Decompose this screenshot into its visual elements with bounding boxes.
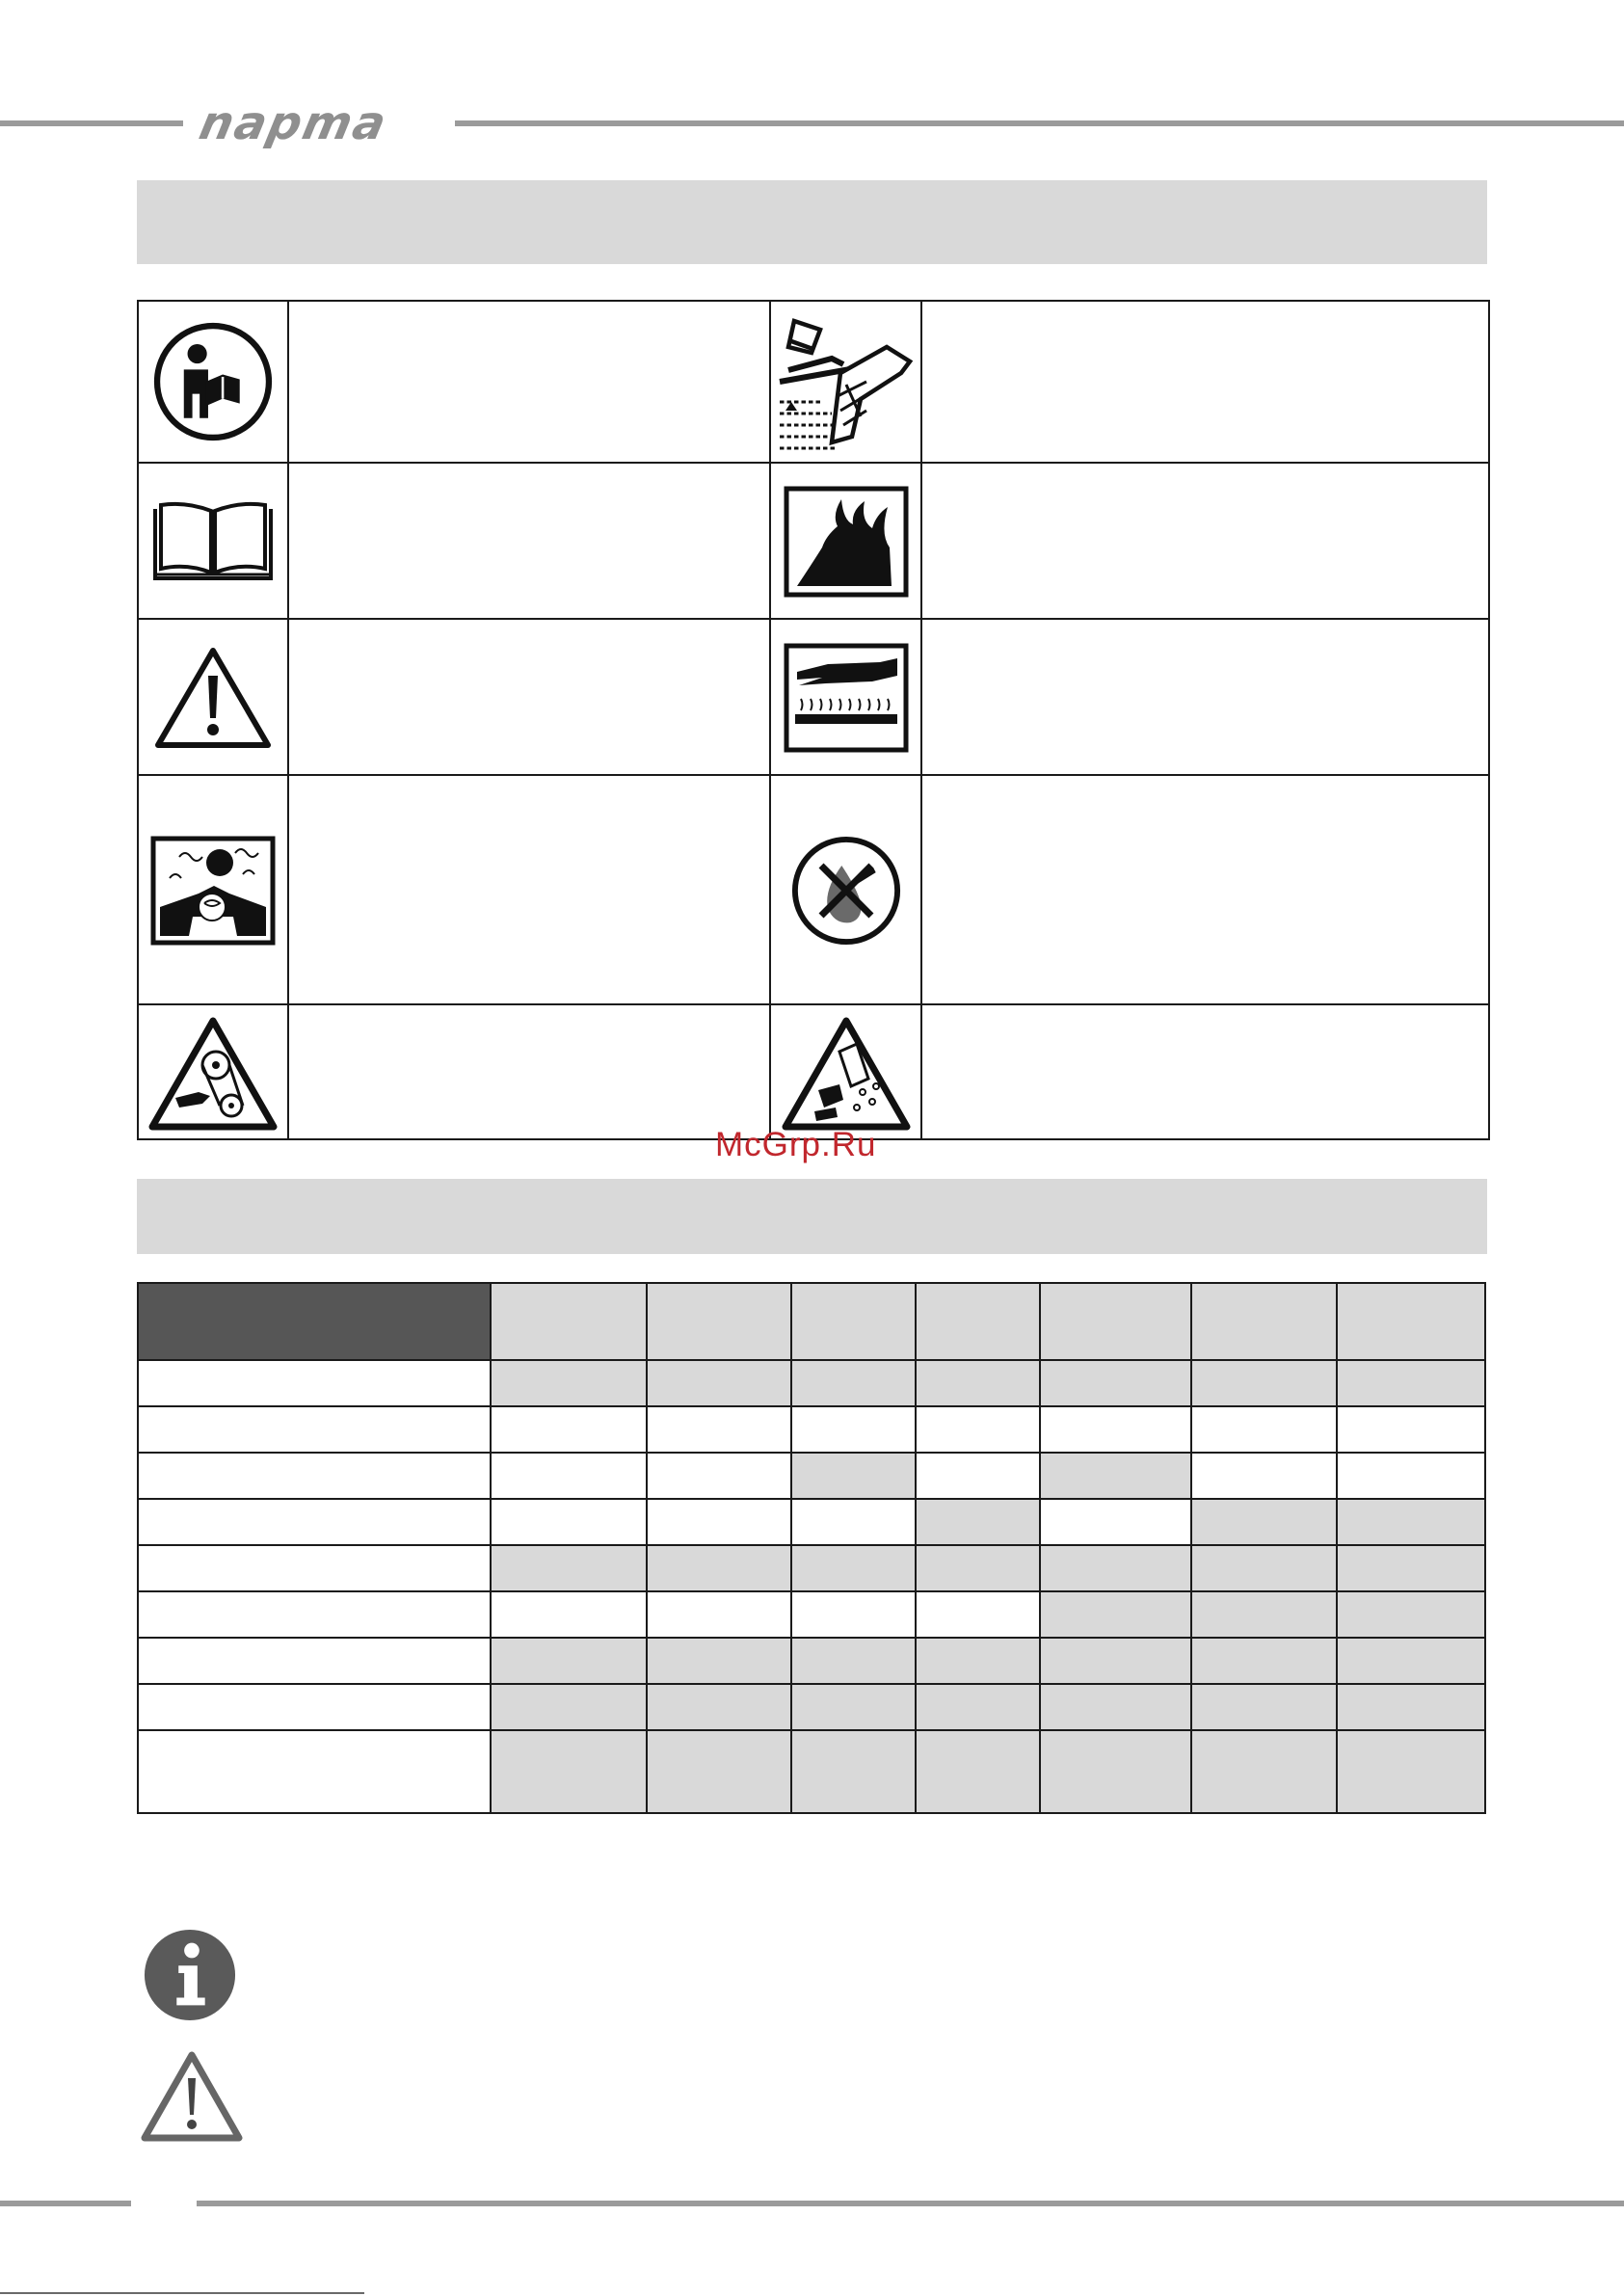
specs-cell (791, 1591, 916, 1638)
specs-header-row (138, 1283, 1485, 1360)
specs-cell (916, 1545, 1040, 1591)
symbol-text (289, 776, 769, 1005)
specs-cell (647, 1730, 791, 1813)
specs-cell (1337, 1406, 1485, 1453)
specs-cell (1337, 1453, 1485, 1499)
specs-cell (916, 1360, 1040, 1406)
specs-row (138, 1730, 1485, 1813)
specs-row (138, 1545, 1485, 1591)
symbol-row (139, 774, 1488, 1005)
specs-cell (647, 1360, 791, 1406)
warning-triangle-icon (139, 620, 287, 776)
info-circle-icon (143, 1928, 237, 2027)
symbol-text (922, 1005, 1488, 1142)
specs-header-cell (791, 1283, 916, 1360)
specs-cell (647, 1684, 791, 1730)
specs-cell (647, 1406, 791, 1453)
explosion-hazard-icon (771, 1005, 920, 1142)
specs-row-label (138, 1545, 491, 1591)
flammable-fire-icon (771, 464, 920, 620)
specs-row (138, 1684, 1485, 1730)
symbol-row (139, 1003, 1488, 1142)
specs-cell (1337, 1360, 1485, 1406)
symbol-text (289, 302, 769, 462)
header-line-right (455, 120, 1624, 126)
specs-header-cell (1040, 1283, 1191, 1360)
symbol-row (139, 618, 1488, 776)
section-heading-band-specs (137, 1179, 1487, 1254)
specs-row (138, 1638, 1485, 1684)
acid-corrosion-icon (771, 302, 920, 462)
header-line-left (0, 120, 183, 126)
specs-cell (916, 1406, 1040, 1453)
specs-row (138, 1499, 1485, 1545)
specs-row (138, 1360, 1485, 1406)
footer-line-left (0, 2201, 131, 2206)
specs-cell (1040, 1499, 1191, 1545)
specs-cell (791, 1638, 916, 1684)
symbol-text (289, 1005, 769, 1142)
safety-symbols-table (137, 300, 1490, 1140)
specs-cell (916, 1638, 1040, 1684)
specs-cell (1040, 1591, 1191, 1638)
specs-cell (1337, 1638, 1485, 1684)
specs-cell (1040, 1638, 1191, 1684)
specs-cell (647, 1453, 791, 1499)
watermark-text: McGrp.Ru (715, 1126, 877, 1163)
specs-cell (491, 1453, 647, 1499)
specs-row (138, 1591, 1485, 1638)
specs-cell (1040, 1684, 1191, 1730)
specs-cell (1040, 1406, 1191, 1453)
specs-cell (791, 1360, 916, 1406)
specs-cell (1040, 1453, 1191, 1499)
specs-row-label (138, 1499, 491, 1545)
specs-cell (647, 1591, 791, 1638)
belt-entanglement-hand-icon (139, 1005, 287, 1142)
specs-cell (491, 1638, 647, 1684)
specs-cell (491, 1499, 647, 1545)
specs-cell (1191, 1730, 1337, 1813)
specs-cell (791, 1684, 916, 1730)
section-heading-band-safety (137, 180, 1487, 264)
specs-cell (916, 1499, 1040, 1545)
specs-cell (647, 1638, 791, 1684)
toxic-fumes-icon (139, 776, 287, 1005)
specs-cell (647, 1499, 791, 1545)
specs-cell (1337, 1499, 1485, 1545)
specs-cell (1040, 1730, 1191, 1813)
specs-cell (1040, 1360, 1191, 1406)
specs-header-cell (1337, 1283, 1485, 1360)
specs-cell (791, 1406, 916, 1453)
specs-row (138, 1406, 1485, 1453)
symbol-row (139, 462, 1488, 620)
symbol-text (922, 464, 1488, 620)
specs-header-cell (647, 1283, 791, 1360)
symbol-text (289, 620, 769, 776)
specs-cell (1337, 1684, 1485, 1730)
specs-cell (1337, 1545, 1485, 1591)
specs-row-label (138, 1406, 491, 1453)
symbol-text (922, 302, 1488, 462)
specs-cell (791, 1453, 916, 1499)
specs-row-label (138, 1638, 491, 1684)
symbol-text (289, 464, 769, 620)
specs-header-corner (138, 1283, 491, 1360)
specs-row-label (138, 1360, 491, 1406)
specs-cell (791, 1545, 916, 1591)
specs-cell (1191, 1638, 1337, 1684)
brand-logo: napma (195, 96, 393, 150)
specs-cell (1191, 1360, 1337, 1406)
specs-cell (1337, 1730, 1485, 1813)
specs-header-cell (491, 1283, 647, 1360)
specs-cell (916, 1453, 1040, 1499)
specs-cell (916, 1684, 1040, 1730)
specs-cell (1191, 1453, 1337, 1499)
specs-cell (916, 1730, 1040, 1813)
specs-cell (491, 1406, 647, 1453)
symbol-row (139, 302, 1488, 462)
specs-row-label (138, 1591, 491, 1638)
specs-row-label (138, 1684, 491, 1730)
specs-cell (491, 1684, 647, 1730)
specs-cell (491, 1545, 647, 1591)
specs-cell (1191, 1499, 1337, 1545)
specs-cell (1191, 1406, 1337, 1453)
specs-cell (491, 1360, 647, 1406)
specs-cell (1191, 1591, 1337, 1638)
specs-header-cell (916, 1283, 1040, 1360)
specs-table (137, 1282, 1486, 1814)
specs-row-label (138, 1730, 491, 1813)
specs-row (138, 1453, 1485, 1499)
specs-cell (647, 1545, 791, 1591)
specs-cell (1337, 1591, 1485, 1638)
footer-line-right (197, 2201, 1624, 2206)
specs-cell (916, 1591, 1040, 1638)
specs-cell (1191, 1684, 1337, 1730)
specs-cell (1191, 1545, 1337, 1591)
hot-surface-hand-icon (771, 620, 920, 776)
warning-triangle-icon (139, 2049, 245, 2149)
specs-row-label (138, 1453, 491, 1499)
read-manual-icon (139, 302, 287, 462)
open-book-icon (139, 464, 287, 620)
footer-hairline (0, 2292, 364, 2294)
no-open-flame-icon (771, 776, 920, 1005)
symbol-text (922, 776, 1488, 1005)
specs-header-cell (1191, 1283, 1337, 1360)
specs-cell (791, 1499, 916, 1545)
symbol-text (922, 620, 1488, 776)
specs-cell (791, 1730, 916, 1813)
specs-cell (491, 1591, 647, 1638)
specs-cell (1040, 1545, 1191, 1591)
specs-cell (491, 1730, 647, 1813)
